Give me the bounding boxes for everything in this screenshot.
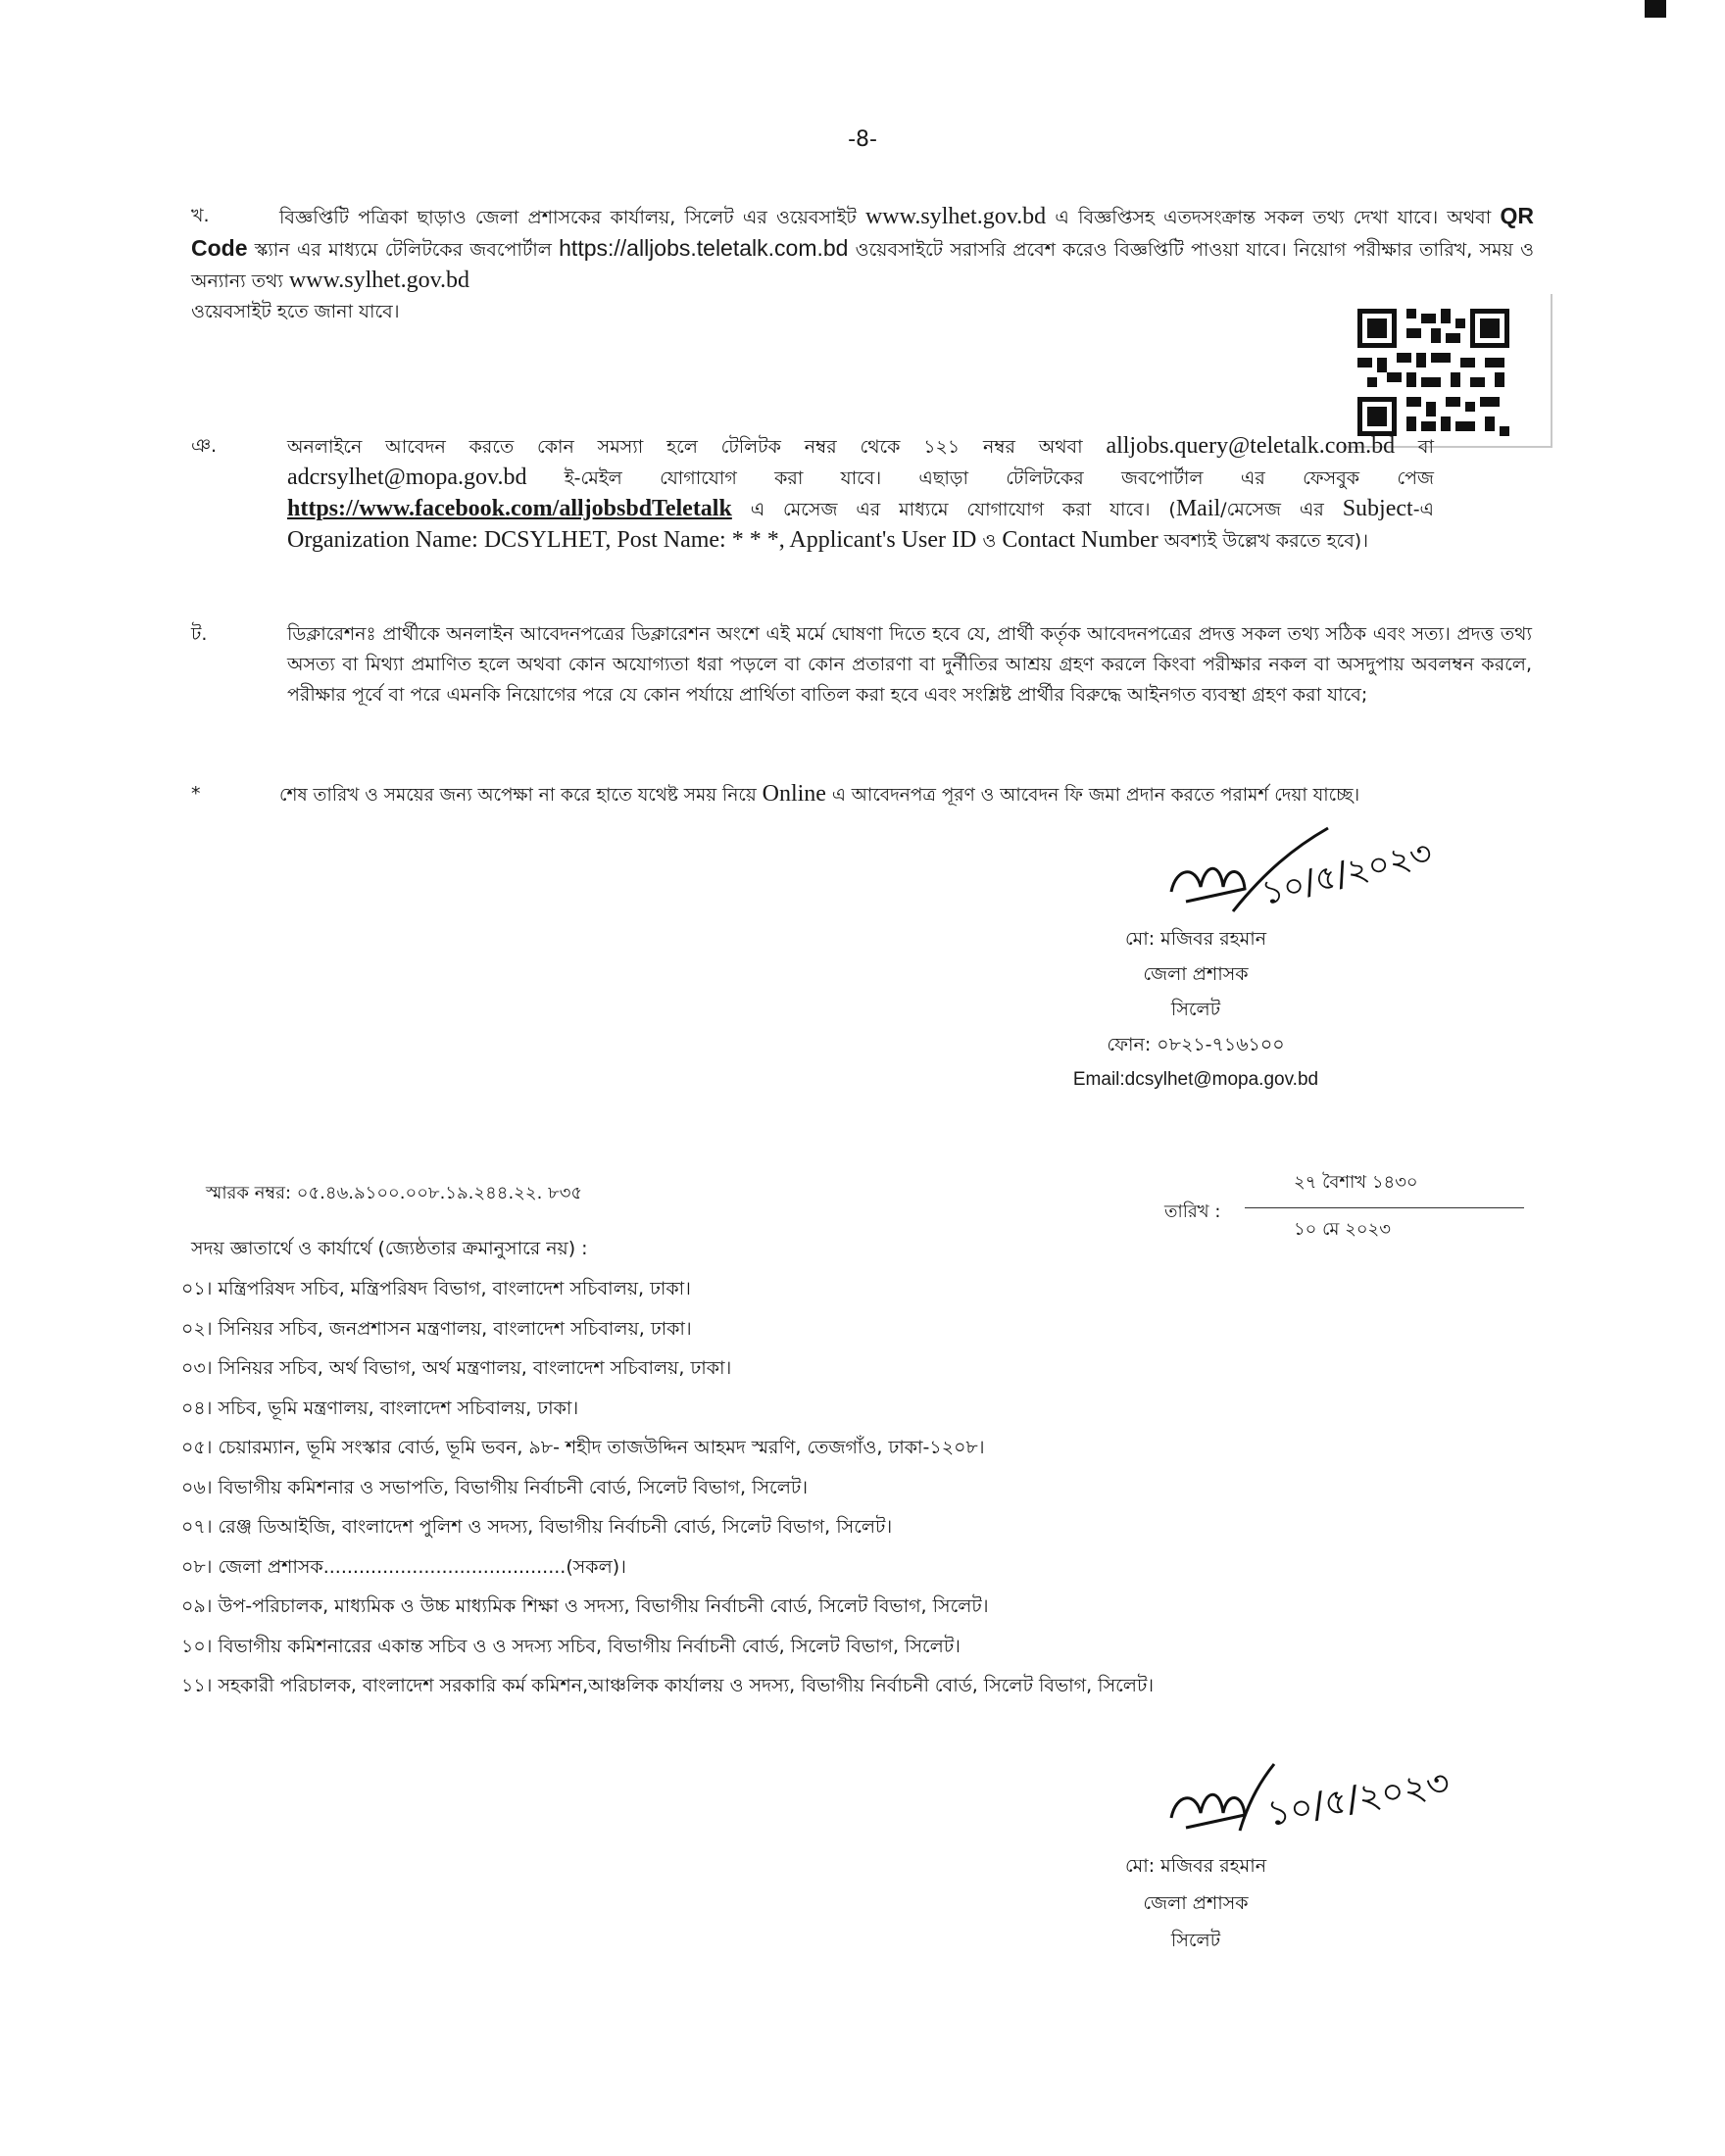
star-note-body bbox=[279, 779, 1544, 810]
recipients-list bbox=[181, 1269, 1455, 1706]
notice-nya-text-4: এ মেসেজ এর মাধ্যমে যোগাযোগ করা যাবে। ( bbox=[731, 499, 1176, 520]
notice-kha-text-3: স্ক্যান এর মাধ্যমে টেলিটকের জবপোর্টাল bbox=[247, 239, 560, 261]
notice-nya-body bbox=[287, 431, 1434, 557]
notice-nya-text-6: -এ bbox=[1412, 499, 1434, 520]
notice-kha-body bbox=[191, 201, 1534, 327]
recipient-item: ০৯। উপ-পরিচালক, মাধ্যমিক ও উচ্চ মাধ্যমিক শিক্ষা ও সদস্য, বিভাগীয় নির্বাচনী বোর্ড, সিলেট বিভাগ, সিলেট। bbox=[181, 1595, 989, 1617]
notice-nya-text-7: ও bbox=[976, 530, 1003, 552]
recipient-item: ০৬। বিভাগীয় কমিশনার ও সভাপতি, বিভাগীয় নির্বাচনী বোর্ড, সিলেট বিভাগ, সিলেট। bbox=[181, 1476, 808, 1498]
signature-2-date: ১০/৫/২০২৩ bbox=[1263, 1762, 1454, 1835]
star-note-mark: * bbox=[191, 783, 201, 805]
recipient-item: ০৩। সিনিয়র সচিব, অর্থ বিভাগ, অর্থ মন্ত্রণালয়, বাংলাদেশ সচিবালয়, ঢাকা। bbox=[181, 1357, 732, 1379]
notice-nya-text-5: /মেসেজ এর bbox=[1220, 499, 1343, 520]
date-english: ১০ মে ২০২৩ bbox=[1294, 1219, 1391, 1240]
recipient-item: ০৫। চেয়ারম্যান, ভূমি সংস্কার বোর্ড, ভূমি ভবন, ৯৮- শহীদ তাজউদ্দিন আহমদ স্মরণি, তেজগাঁও, ঢাকা-১২০৮। bbox=[181, 1437, 985, 1458]
scan-edge-mark bbox=[1645, 0, 1666, 18]
recipients-title: সদয় জ্ঞাতার্থে ও কার্যার্থে (জ্যেষ্ঠতার ক্রমানুসারে নয়) : bbox=[191, 1238, 588, 1259]
signer-1-name: মো: মজিবর রহমান bbox=[1124, 928, 1267, 950]
notice-kha-mark: খ. bbox=[191, 205, 210, 226]
contact-number-word: Contact Number bbox=[1002, 527, 1158, 553]
signature-1-handwriting bbox=[1157, 818, 1437, 936]
recipient-item: ০৪। সচিব, ভূমি মন্ত্রণালয়, বাংলাদেশ সচিবালয়, ঢাকা। bbox=[181, 1396, 579, 1419]
signature-2-block bbox=[1019, 1847, 1372, 1959]
star-note bbox=[191, 779, 1534, 810]
star-note-text-1: শেষ তারিখ ও সময়ের জন্য অপেক্ষা না করে হাতে যথেষ্ট সময় নিয়ে bbox=[279, 785, 763, 806]
qr-code-label: QR Code bbox=[191, 203, 1534, 261]
notice-nya-text-3: ই-মেইল যোগাযোগ করা যাবে। এছাড়া টেলিটকের জবপোর্টাল এর ফেসবুক পেজ bbox=[526, 467, 1434, 489]
notice-nya bbox=[191, 431, 1534, 557]
recipient-item: ০৮। জেলা প্রশাসক.........................................(সকল)। bbox=[181, 1555, 626, 1578]
organization-details: Organization Name: DCSYLHET, Post Name: * * *, Applicant's User ID bbox=[287, 527, 977, 553]
signer-1-phone: ফোন: ০৮২১-৭১৬১০০ bbox=[1107, 1034, 1285, 1055]
notice-nya-text-8: অবশ্যই উল্লেখ করতে হবে)। bbox=[1158, 530, 1368, 552]
notice-nya-mark: ঞ. bbox=[191, 435, 218, 457]
recipient-item: ১১। সহকারী পরিচালক, বাংলাদেশ সরকারি কর্ম কমিশন,আঞ্চলিক কার্যালয় ও সদস্য, বিভাগীয় নির্বাচনী বোর্ড, সিলেট বিভাগ, সিলেট। bbox=[181, 1675, 1155, 1696]
notice-nya-text-2: বা bbox=[1395, 436, 1435, 458]
notice-ta bbox=[191, 619, 1534, 710]
signer-2-district: সিলেট bbox=[1170, 1930, 1221, 1951]
signature-2-handwriting bbox=[1157, 1744, 1454, 1852]
notice-kha bbox=[191, 201, 1534, 327]
signer-1-email[interactable]: Email:dcsylhet@mopa.gov.bd bbox=[1072, 1069, 1319, 1090]
subject-word: Subject bbox=[1342, 496, 1413, 521]
portal-link[interactable]: https://alljobs.teletalk.com.bd bbox=[559, 235, 849, 261]
recipient-item: ০৭। রেঞ্জ ডিআইজি, বাংলাদেশ পুলিশ ও সদস্য, বিভাগীয় নির্বাচনী বোর্ড, সিলেট বিভাগ, সিলেট। bbox=[181, 1516, 893, 1538]
date-label: তারিখ : bbox=[1164, 1201, 1221, 1222]
signer-1-district: সিলেট bbox=[1170, 999, 1221, 1020]
notice-kha-text-2: এ বিজ্ঞপ্তিসহ এতদসংক্রান্ত সকল তথ্য দেখা যাবে। অথবা bbox=[1046, 207, 1501, 228]
date-divider bbox=[1245, 1207, 1524, 1208]
website-link-2[interactable]: www.sylhet.gov.bd bbox=[288, 268, 470, 293]
date-bangla: ২৭ বৈশাখ ১৪৩০ bbox=[1294, 1172, 1418, 1193]
page-number: -8- bbox=[848, 127, 877, 152]
website-link[interactable]: www.sylhet.gov.bd bbox=[864, 204, 1047, 229]
star-note-text-2: এ আবেদনপত্র পূরণ ও আবেদন ফি জমা প্রদান করতে পরামর্শ দেয়া যাচ্ছে। bbox=[825, 785, 1360, 806]
signer-2-designation: জেলা প্রশাসক bbox=[1143, 1892, 1249, 1914]
signer-1-designation: জেলা প্রশাসক bbox=[1143, 963, 1249, 985]
notice-ta-body: ডিক্লারেশনঃ প্রার্থীকে অনলাইন আবেদনপত্রের ডিক্লারেশন অংশে এই মর্মে ঘোষণা দিতে হবে যে, প্রার্থী কর্তৃক আবেদনপত্রের প্রদত্ত সকল তথ্য সঠিক এবং সত্য। প্রদত্ত তথ্য অসত্য বা মিথ্যা প্রমাণিত হলে অথবা কোন অযোগ্যতা ধরা পড়লে বা কোন প্রতারণা বা দুর্নীতির আশ্রয় গ্রহণ করলে কিংবা পরীক্ষার নকল বা অসদুপায় অবলম্বন করলে, পরীক্ষার পূর্বে বা পরে এমনকি নিয়োগের পরে যে কোন পর্যায়ে প্রার্থিতা বাতিল করা হবে এবং সংশ্লিষ্ট প্রার্থীর বিরুদ্ধে আইনগত ব্যবস্থা গ্রহণ করা যাবে; bbox=[287, 623, 1532, 706]
facebook-link[interactable]: https://www.facebook.com/alljobsbdTeletalk bbox=[287, 496, 732, 521]
recipient-item: ১০। বিভাগীয় কমিশনারের একান্ত সচিব ও ও সদস্য সচিব, বিভাগীয় নির্বাচনী বোর্ড, সিলেট বিভাগ, সিলেট। bbox=[181, 1635, 961, 1657]
notice-kha-text-4: ওয়েবসাইটে সরাসরি প্রবেশ করেও বিজ্ঞপ্তিটি পাওয়া যাবে। নিয়োগ পরীক্ষার তারিখ, সময় ও অন্যান্য তথ্য bbox=[191, 239, 1534, 292]
online-word: Online bbox=[762, 781, 826, 807]
signature-1-date: ১০/৫/২০২৩ bbox=[1257, 833, 1437, 914]
memo-number: স্মারক নম্বর: ০৫.৪৬.৯১০০.০০৮.১৯.২৪৪.২২. ৮৩৫ bbox=[206, 1183, 583, 1203]
qr-code-icon[interactable] bbox=[1357, 309, 1509, 436]
notice-nya-text-1: অনলাইনে আবেদন করতে কোন সমস্যা হলে টেলিটক নম্বর থেকে ১২১ নম্বর অথবা bbox=[287, 436, 1107, 458]
signer-2-name: মো: মজিবর রহমান bbox=[1124, 1855, 1267, 1877]
adc-email-link[interactable]: adcrsylhet@mopa.gov.bd bbox=[287, 465, 527, 490]
notice-ta-mark: ট. bbox=[191, 623, 208, 645]
teletalk-email-link[interactable]: alljobs.query@teletalk.com.bd bbox=[1106, 433, 1396, 459]
notice-kha-text-1: বিজ্ঞপ্তিটি পত্রিকা ছাড়াও জেলা প্রশাসকের কার্যালয়, সিলেট এর ওয়েবসাইট bbox=[279, 207, 865, 228]
mail-word: Mail bbox=[1175, 496, 1221, 521]
recipient-item: ০২। সিনিয়র সচিব, জনপ্রশাসন মন্ত্রণালয়, বাংলাদেশ সচিবালয়, ঢাকা। bbox=[181, 1317, 692, 1340]
signature-1-block bbox=[1019, 921, 1372, 1098]
notice-kha-text-5: ওয়েবসাইট হতে জানা যাবে। bbox=[191, 301, 400, 322]
recipient-item: ০১। মন্ত্রিপরিষদ সচিব, মন্ত্রিপরিষদ বিভাগ, বাংলাদেশ সচিবালয়, ঢাকা। bbox=[181, 1278, 691, 1299]
